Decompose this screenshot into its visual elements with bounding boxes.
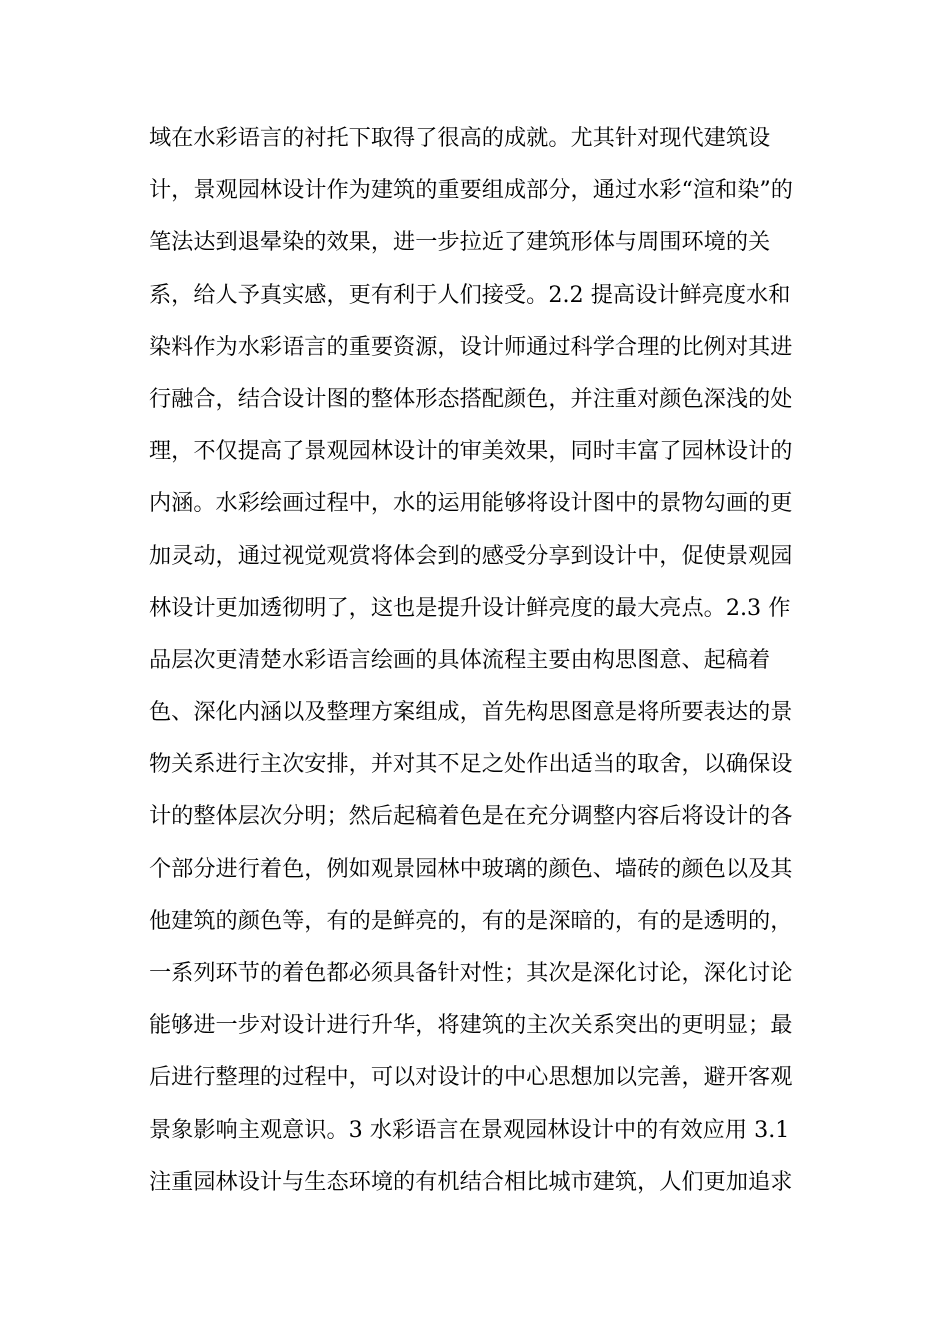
- text-line: 一系列环节的着色都必须具备针对性；其次是深化讨论，深化讨论: [149, 960, 793, 986]
- text-line: 林设计更加透彻明了，这也是提升设计鲜亮度的最大亮点。2.3 作: [149, 594, 791, 621]
- text-line: 景象影响主观意识。3 水彩语言在景观园林设计中的有效应用 3.1: [149, 1116, 790, 1143]
- text-line: 理，不仅提高了景观园林设计的审美效果，同时丰富了园林设计的: [149, 438, 793, 465]
- text-line: 内涵。水彩绘画过程中，水的运用能够将设计图中的景物勾画的更: [149, 490, 793, 517]
- text-line: 计，景观园林设计作为建筑的重要组成部分，通过水彩“渲和染”的: [149, 177, 793, 204]
- text-line: 系，给人予真实感，更有利于人们接受。2.2 提高设计鲜亮度水和: [149, 281, 791, 308]
- text-line: 加灵动，通过视觉观赏将体会到的感受分享到设计中，促使景观园: [149, 542, 793, 569]
- text-line: 色、深化内涵以及整理方案组成，首先构思图意是将所要表达的景: [149, 699, 793, 726]
- text-line: 染料作为水彩语言的重要资源，设计师通过科学合理的比例对其进: [149, 333, 793, 360]
- text-line: 他建筑的颜色等，有的是鲜亮的，有的是深暗的，有的是透明的，: [149, 907, 793, 934]
- text-line: 计的整体层次分明；然后起稿着色是在充分调整内容后将设计的各: [149, 803, 793, 830]
- text-line: 品层次更清楚水彩语言绘画的具体流程主要由构思图意、起稿着: [149, 646, 771, 673]
- text-line: 行融合，结合设计图的整体形态搭配颜色，并注重对颜色深浅的处: [149, 385, 793, 412]
- body-text: [149, 118, 809, 1214]
- text-line: 笔法达到退晕染的效果，进一步拉近了建筑形体与周围环境的关: [149, 229, 771, 256]
- text-line: 域在水彩语言的衬托下取得了很高的成就。尤其针对现代建筑设: [149, 125, 771, 151]
- text-line: 后进行整理的过程中，可以对设计的中心思想加以完善，避开客观: [149, 1064, 793, 1091]
- text-line: 个部分进行着色，例如观景园林中玻璃的颜色、墙砖的颜色以及其: [149, 855, 793, 882]
- text-line: 能够进一步对设计进行升华，将建筑的主次关系突出的更明显；最: [149, 1012, 793, 1039]
- text-line: 物关系进行主次安排，并对其不足之处作出适当的取舍，以确保设: [149, 751, 793, 778]
- text-line: 注重园林设计与生态环境的有机结合相比城市建筑，人们更加追求: [149, 1168, 793, 1195]
